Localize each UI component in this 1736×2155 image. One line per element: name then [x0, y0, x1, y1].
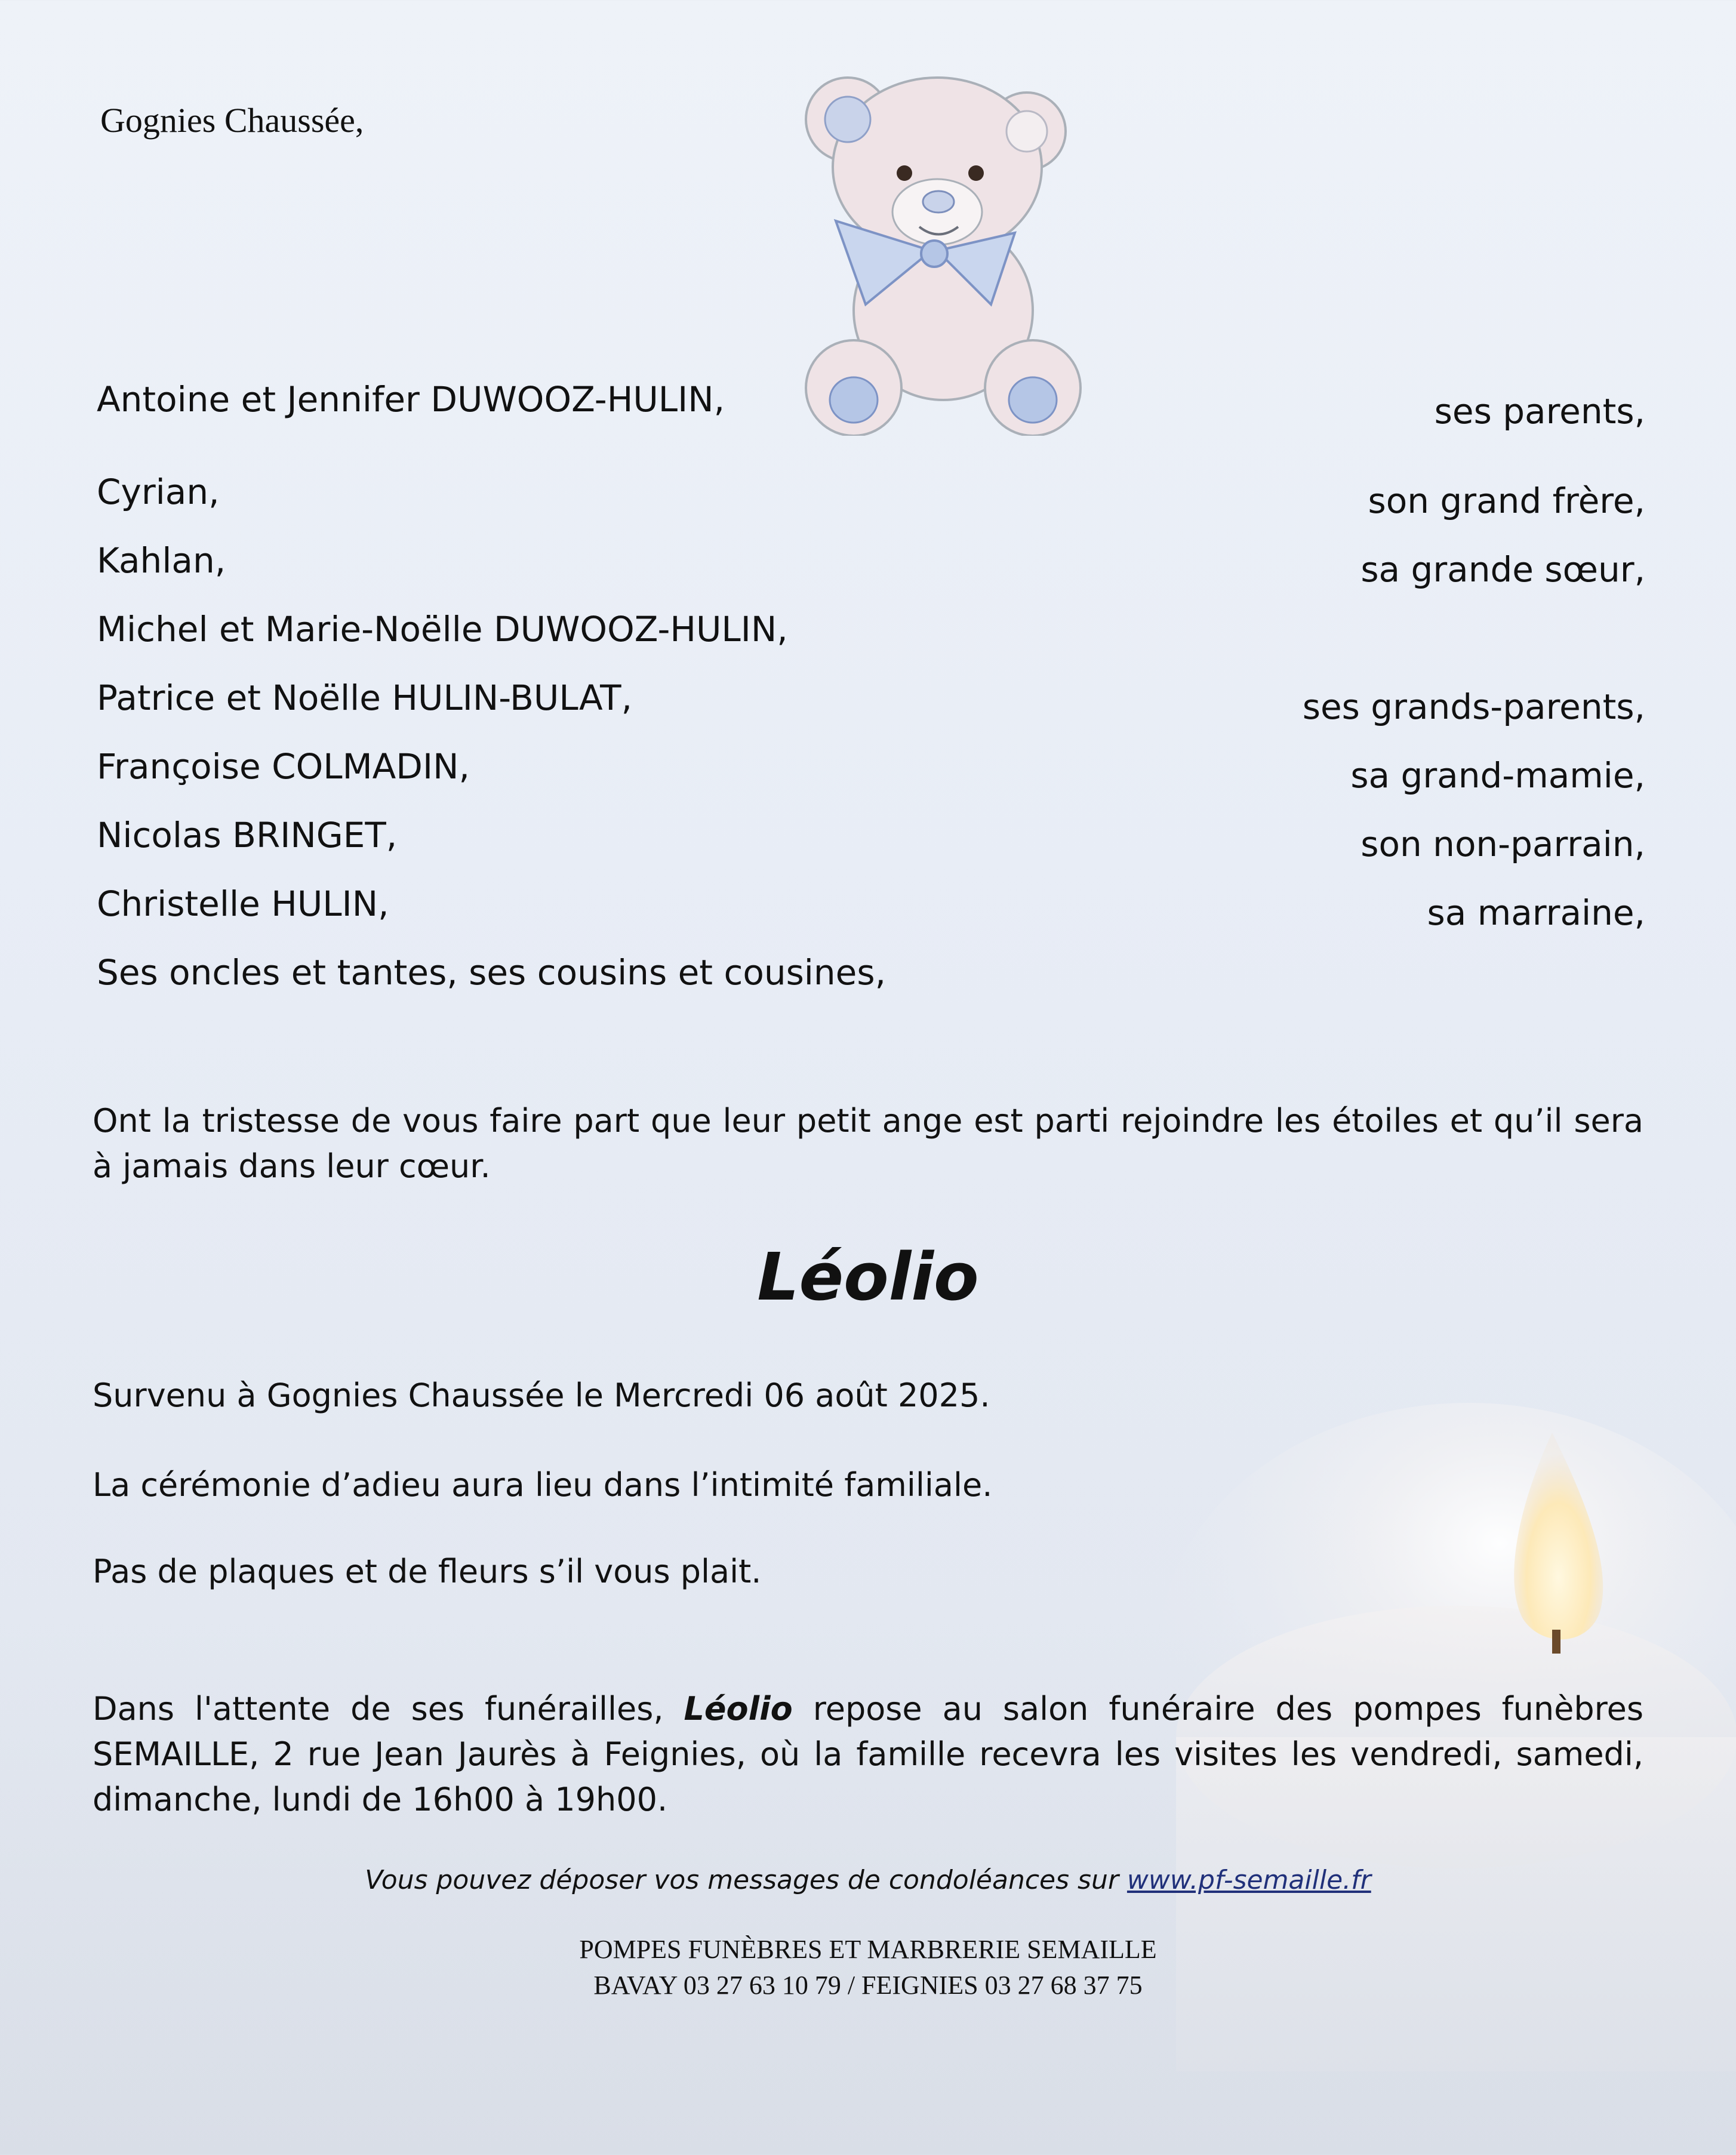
condolences-link[interactable]: www.pf-semaille.fr — [1126, 1865, 1371, 1895]
announcement-paragraph: Ont la tristesse de vous faire part que leur petit ange est parti rejoindre les étoiles et qu’il sera à jamais dans leur cœur. — [93, 1102, 1643, 1185]
family-name-8: Christelle HULIN, — [97, 883, 389, 924]
waiting-text-after: repose au salon funéraire des pompes funèbres SEMAILLE, 2 rue Jean Jaurès à Feignies, où la famille recevra les visites les vendredi, samedi, dimanche, lundi de 16h00 à 19h00. — [93, 1690, 1643, 1818]
family-name-5: Patrice et Noëlle HULIN-BULAT, — [97, 678, 633, 718]
family-relation-7: son non-parrain, — [1361, 824, 1645, 864]
family-name-1: Antoine et Jennifer DUWOOZ-HULIN, — [97, 379, 725, 420]
condolences-line — [0, 1865, 1736, 1895]
waiting-text-before: Dans l'attente de ses funérailles, — [93, 1690, 684, 1728]
family-relation-1: ses parents, — [1434, 391, 1645, 432]
family-name-4: Michel et Marie-Noëlle DUWOOZ-HULIN, — [97, 609, 788, 649]
family-relation-3: sa grande sœur, — [1361, 549, 1645, 590]
flowers-line: Pas de plaques et de fleurs s’il vous plait. — [93, 1553, 762, 1590]
ceremony-line: La cérémonie d’adieu aura lieu dans l’intimité familiale. — [93, 1466, 993, 1504]
place-heading: Gognies Chaussée, — [100, 101, 364, 140]
family-name-6: Françoise COLMADIN, — [97, 746, 470, 787]
footer-line-2: BAVAY 03 27 63 10 79 / FEIGNIES 03 27 68 37 75 — [593, 1971, 1143, 2000]
family-name-2: Cyrian, — [97, 472, 220, 512]
waiting-child-name: Léolio — [684, 1690, 793, 1728]
family-relation-6: sa grand-mamie, — [1350, 755, 1645, 796]
family-relation-5: ses grands-parents, — [1302, 686, 1645, 727]
condolences-text: Vous pouvez déposer vos messages de condoléances sur — [365, 1865, 1127, 1895]
waiting-paragraph — [93, 1686, 1643, 1822]
family-relation-2: son grand frère, — [1368, 481, 1645, 521]
footer-line-1: POMPES FUNÈBRES ET MARBRERIE SEMAILLE — [579, 1935, 1157, 1964]
family-relation-8: sa marraine, — [1427, 892, 1645, 933]
deceased-line: Survenu à Gognies Chaussée le Mercredi 06 août 2025. — [93, 1377, 990, 1414]
teddy-bear-image — [782, 54, 1092, 436]
family-name-9: Ses oncles et tantes, ses cousins et cousines, — [97, 952, 887, 993]
family-name-3: Kahlan, — [97, 540, 226, 581]
child-name-title: Léolio — [757, 1239, 979, 1315]
family-name-7: Nicolas BRINGET, — [97, 815, 398, 855]
